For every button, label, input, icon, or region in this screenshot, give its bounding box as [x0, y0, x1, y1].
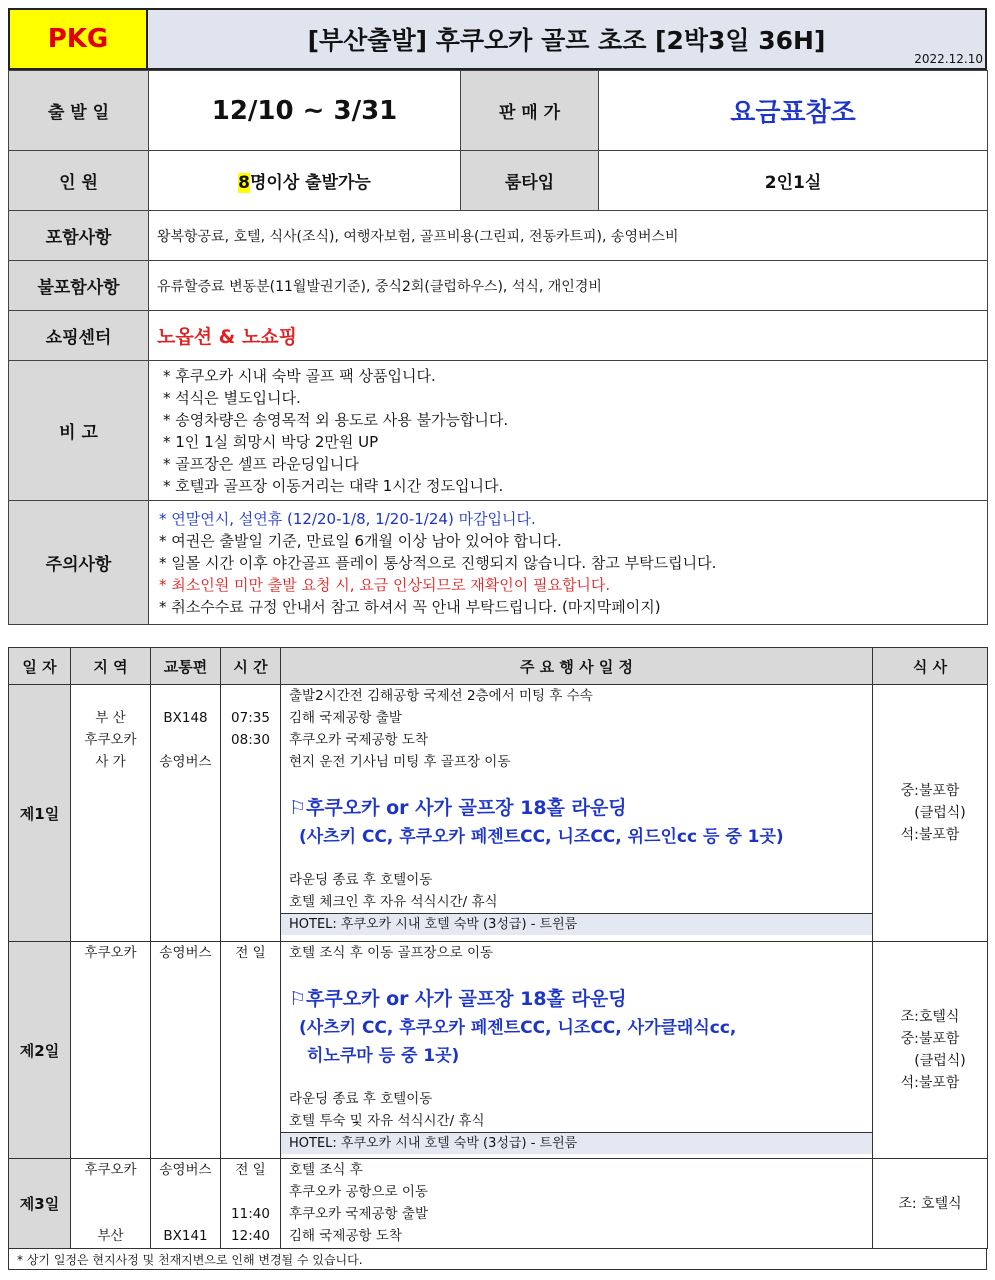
incl-value: 왕복항공료, 호텔, 식사(조식), 여행자보험, 골프비용(그린피, 전동카트피), 송영버스비 [149, 211, 988, 261]
day3-regions: 후쿠오카 부산 [71, 1159, 151, 1249]
golf-courses: (사츠키 CC, 후쿠오카 페젠트CC, 니조CC, 사가클래식cc, [299, 1018, 737, 1038]
caution-list [149, 501, 988, 625]
col-day: 일 자 [9, 648, 71, 685]
itinerary-line: 김해 국제공항 출발 [289, 710, 402, 726]
day2-region: 후쿠오카 [71, 942, 151, 1159]
day3-meals: 조: 호텔식 [873, 1159, 988, 1249]
day2-meals: 조:호텔식 중:불포함 (클럽식) 석:불포함 [873, 942, 988, 1159]
caution-item: * 연말연시, 설연휴 (12/20-1/8, 1/20-1/24) 마감입니다. [159, 509, 536, 528]
info-table [8, 70, 988, 625]
day1-itinerary [281, 685, 873, 942]
golf-round: ⚐후쿠오카 or 사가 골프장 18홀 라운딩 [281, 984, 872, 1014]
remark-item: * 송영차량은 송영목적 외 용도로 사용 불가능합니다. [163, 410, 509, 429]
day3-itinerary [281, 1159, 873, 1249]
excl-label: 불포함사항 [9, 261, 149, 311]
people-value [149, 151, 461, 211]
itinerary-line: 후쿠오카 공항으로 이동 [289, 1184, 428, 1200]
remark-list [149, 361, 988, 501]
page-title: [부산출발] 후쿠오카 골프 초조 [2박3일 36H] [148, 8, 987, 70]
remark-item: * 후쿠오카 시내 숙박 골프 팩 상품입니다. [163, 366, 436, 385]
flag-icon: ⚐ [289, 988, 307, 1010]
day1-meals: 중:불포함 (클럽식) 석:불포함 [873, 685, 988, 942]
day1-label: 제1일 [9, 685, 71, 942]
caution-item: * 최소인원 미만 출발 요청 시, 요금 인상되므로 재확인이 필요합니다. [159, 575, 611, 594]
people-rest: 명이상 출발가능 [249, 173, 371, 193]
day2-itinerary [281, 942, 873, 1159]
depart-value: 12/10 ~ 3/31 [149, 71, 461, 151]
golf-round: ⚐후쿠오카 or 사가 골프장 18홀 라운딩 [281, 793, 872, 823]
flag-icon: ⚐ [289, 797, 307, 819]
day3-transport: 송영버스 BX141 [151, 1159, 221, 1249]
itinerary-line: 호텔 투숙 및 자유 석식시간/ 휴식 [289, 1113, 485, 1129]
itinerary-line: 라운딩 종료 후 호텔이동 [289, 872, 433, 888]
itinerary-line: 호텔 조식 후 [289, 1162, 363, 1178]
caution-item: * 취소수수료 규정 안내서 참고 하셔서 꼭 안내 부탁드립니다. (마지막페이지) [159, 597, 661, 616]
people-num: 8 [238, 173, 250, 193]
remark-item: * 호텔과 골프장 이동거리는 대략 1시간 정도입니다. [163, 476, 504, 495]
shop-value: 노옵션 & 노쇼핑 [149, 311, 988, 361]
day1-row [9, 685, 988, 942]
remark-label: 비 고 [9, 361, 149, 501]
col-itinerary: 주 요 행 사 일 정 [281, 648, 873, 685]
caution-label: 주의사항 [9, 501, 149, 625]
golf-courses: (사츠키 CC, 후쿠오카 페젠트CC, 니조CC, 위드인cc 등 중 1곳) [299, 827, 784, 847]
hotel-info: HOTEL: 후쿠오카 시내 호텔 숙박 (3성급) - 트윈룸 [281, 1132, 872, 1154]
day1-times: 07:35 08:30 [221, 685, 281, 942]
itinerary-line: 라운딩 종료 후 호텔이동 [289, 1091, 433, 1107]
golf-courses: 히노쿠마 등 중 1곳) [307, 1046, 460, 1066]
day1-regions: 부 산 후쿠오카 사 가 [71, 685, 151, 942]
itinerary-line: 김해 국제공항 도착 [289, 1228, 402, 1244]
people-label: 인 원 [9, 151, 149, 211]
itinerary-line: 출발2시간전 김해공항 국제선 2층에서 미팅 후 수속 [289, 688, 593, 704]
day2-row [9, 942, 988, 1159]
col-meal: 식 사 [873, 648, 988, 685]
incl-label: 포함사항 [9, 211, 149, 261]
price-value: 요금표참조 [599, 71, 988, 151]
col-region: 지 역 [71, 648, 151, 685]
itinerary-line: 후쿠오카 국제공항 도착 [289, 732, 428, 748]
day3-label: 제3일 [9, 1159, 71, 1249]
footer-note: * 상기 일정은 현지사정 및 천재지변으로 인해 변경될 수 있습니다. [8, 1248, 987, 1270]
day2-label: 제2일 [9, 942, 71, 1159]
col-time: 시 간 [221, 648, 281, 685]
schedule-table [8, 647, 988, 1249]
depart-label: 출 발 일 [9, 71, 149, 151]
day2-transport: 송영버스 [151, 942, 221, 1159]
pkg-badge: PKG [8, 8, 148, 70]
excl-value: 유류할증료 변동분(11월발권기준), 중식2회(클럽하우스), 석식, 개인경비 [149, 261, 988, 311]
hotel-info: HOTEL: 후쿠오카 시내 호텔 숙박 (3성급) - 트윈룸 [281, 913, 872, 935]
itinerary-line: 현지 운전 기사님 미팅 후 골프장 이동 [289, 754, 511, 770]
caution-item: * 여권은 출발일 기준, 만료일 6개월 이상 남아 있어야 합니다. [159, 531, 562, 550]
day3-row [9, 1159, 988, 1249]
itinerary-line: 후쿠오카 국제공항 출발 [289, 1206, 428, 1222]
day2-time: 전 일 [221, 942, 281, 1159]
itinerary-line: 호텔 체크인 후 자유 석식시간/ 휴식 [289, 894, 498, 910]
caution-item: * 일몰 시간 이후 야간골프 플레이 통상적으로 진행되지 않습니다. 참고 부탁드립니다. [159, 553, 717, 572]
day1-transport: BX148 송영버스 [151, 685, 221, 942]
col-transport: 교통편 [151, 648, 221, 685]
shop-label: 쇼핑센터 [9, 311, 149, 361]
itinerary-line: 호텔 조식 후 이동 골프장으로 이동 [289, 945, 494, 961]
price-label: 판 매 가 [461, 71, 599, 151]
issue-date: 2022.12.10 [914, 52, 983, 66]
remark-item: * 석식은 별도입니다. [163, 388, 301, 407]
day3-times: 전 일 11:40 12:40 [221, 1159, 281, 1249]
remark-item: * 1인 1실 희망시 박당 2만원 UP [163, 432, 379, 451]
room-value: 2인1실 [599, 151, 988, 211]
remark-item: * 골프장은 셀프 라운딩입니다 [163, 454, 359, 473]
room-label: 룸타입 [461, 151, 599, 211]
